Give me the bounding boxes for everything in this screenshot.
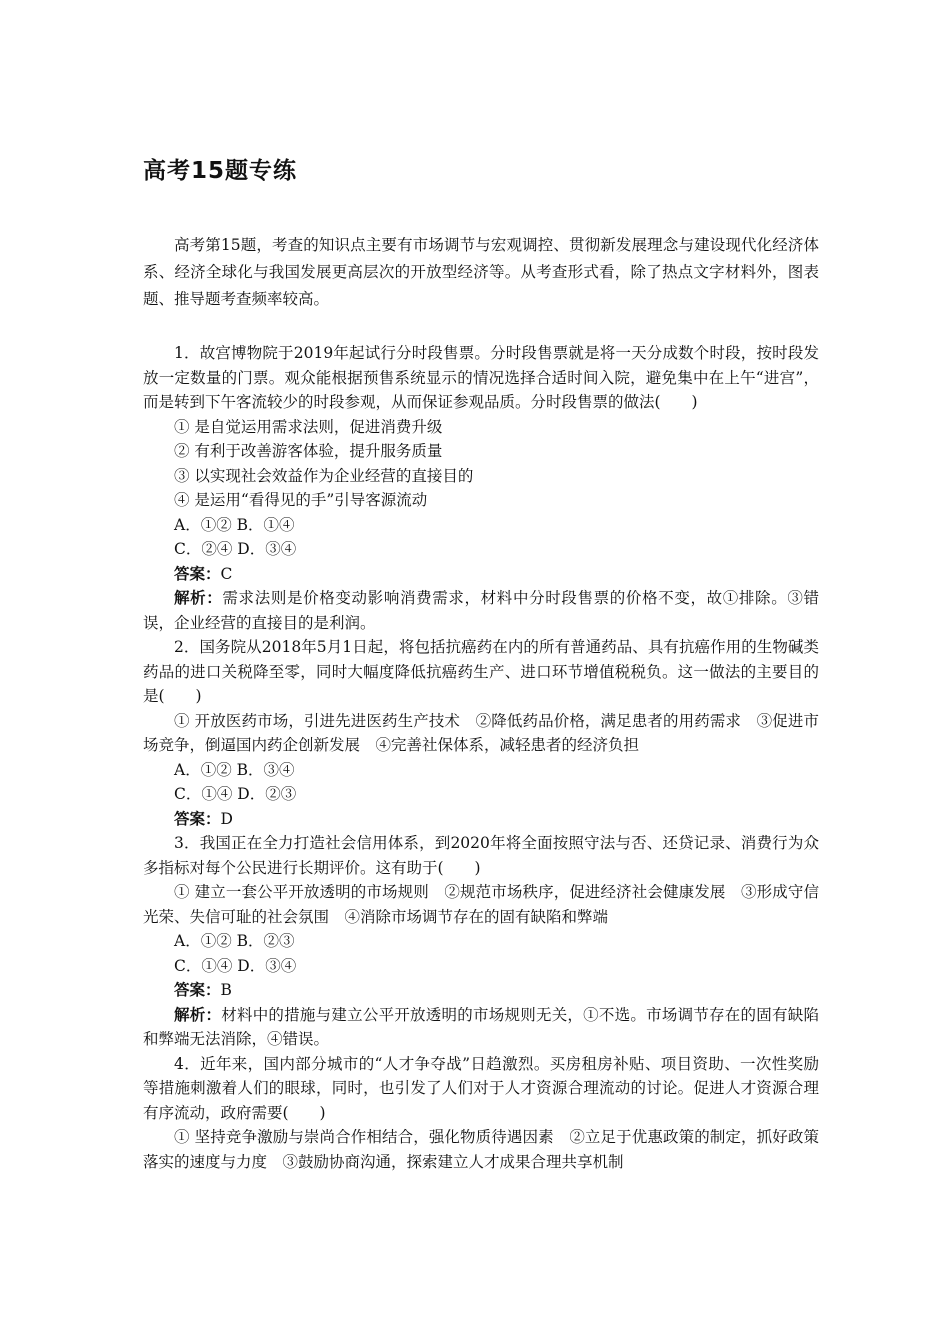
question-option: ② 有利于改善游客体验，提升服务质量 bbox=[174, 442, 443, 460]
question-3 bbox=[143, 831, 819, 1052]
question-stem: 1．故宫博物院于2019年起试行分时段售票。分时段售票就是将一天分成数个时段，按时段发放一定数量的门票。观众能根据预售系统显示的情况选择合适时间入院，避免集中在上午“进宫”，而是转到下午客流较少的时段参观，从而保证参观品质。分时段售票的做法( ) bbox=[143, 344, 819, 411]
analysis-text: 材料中的措施与建立公平开放透明的市场规则无关，①不选。市场调节存在的固有缺陷和弊端无法消除，④错误。 bbox=[143, 1005, 819, 1048]
document-body bbox=[143, 232, 819, 1174]
analysis-label: 解析： bbox=[174, 588, 223, 607]
answer-value: C bbox=[220, 564, 233, 583]
question-2 bbox=[143, 635, 819, 831]
analysis-label: 解析： bbox=[174, 1004, 222, 1024]
answer-choices: C．①④ D．②③ bbox=[174, 785, 297, 803]
answer-value: B bbox=[220, 981, 232, 999]
answer-line bbox=[143, 562, 819, 587]
answer-choices: A．①② B．③④ bbox=[174, 760, 295, 779]
question-1 bbox=[143, 341, 819, 635]
question-option: ③ 以实现社会效益作为企业经营的直接目的 bbox=[174, 466, 474, 485]
question-option: ① 是自觉运用需求法则，促进消费升级 bbox=[174, 417, 443, 436]
page-title: 高考15题专练 bbox=[143, 158, 298, 184]
question-stem: 4．近年来，国内部分城市的“人才争夺战”日趋激烈。买房租房补贴、项目资助、一次性奖励等措施刺激着人们的眼球，同时，也引发了人们对于人才资源合理流动的讨论。促进人才资源合理有序流动，政府需要( ) bbox=[143, 1054, 819, 1122]
intro-paragraph: 高考第15题，考查的知识点主要有市场调节与宏观调控、贯彻新发展理念与建设现代化经济体系、经济全球化与我国发展更高层次的开放型经济等。从考查形式看，除了热点文字材料外，图表题、推导题考查频率较高。 bbox=[143, 236, 819, 308]
answer-choices: C．①④ D．③④ bbox=[174, 956, 297, 975]
question-options: ① 开放医药市场，引进先进医药生产技术 ②降低药品价格，满足患者的用药需求 ③促进市场竞争，倒逼国内药企创新发展 ④完善社保体系，减轻患者的经济负担 bbox=[143, 711, 819, 754]
question-4 bbox=[143, 1052, 819, 1175]
question-options: ① 坚持竞争激励与崇尚合作相结合，强化物质待遇因素 ②立足于优惠政策的制定，抓好政策落实的速度与力度 ③鼓励协商沟通，探索建立人才成果合理共享机制 bbox=[143, 1128, 819, 1171]
answer-label: 答案： bbox=[174, 980, 221, 999]
question-option: ④ 是运用“看得见的手”引导客源流动 bbox=[174, 491, 428, 509]
answer-choices: A．①② B．①④ bbox=[174, 515, 295, 534]
answer-label: 答案： bbox=[174, 808, 221, 828]
analysis-text: 需求法则是价格变动影响消费需求，材料中分时段售票的价格不变，故①排除。③错误，企业经营的直接目的是利润。 bbox=[143, 589, 819, 632]
answer-line bbox=[143, 807, 819, 832]
answer-label: 答案： bbox=[174, 563, 221, 583]
question-stem: 3．我国正在全力打造社会信用体系，到2020年将全面按照守法与否、还贷记录、消费行为众多指标对每个公民进行长期评价。这有助于( ) bbox=[143, 834, 819, 877]
answer-value: D bbox=[220, 809, 233, 828]
analysis-line bbox=[143, 1003, 819, 1052]
question-stem: 2．国务院从2018年5月1日起，将包括抗癌药在内的所有普通药品、具有抗癌作用的生物碱类药品的进口关税降至零，同时大幅度降低抗癌药生产、进口环节增值税税负。这一做法的主要目的是( ) bbox=[143, 638, 819, 705]
question-options: ① 建立一套公平开放透明的市场规则 ②规范市场秩序，促进经济社会健康发展 ③形成守信光荣、失信可耻的社会氛围 ④消除市场调节存在的固有缺陷和弊端 bbox=[143, 883, 819, 926]
answer-choices: C．②④ D．③④ bbox=[174, 540, 297, 558]
answer-line bbox=[143, 978, 819, 1003]
analysis-line bbox=[143, 586, 819, 635]
answer-choices: A．①② B．②③ bbox=[174, 932, 295, 950]
